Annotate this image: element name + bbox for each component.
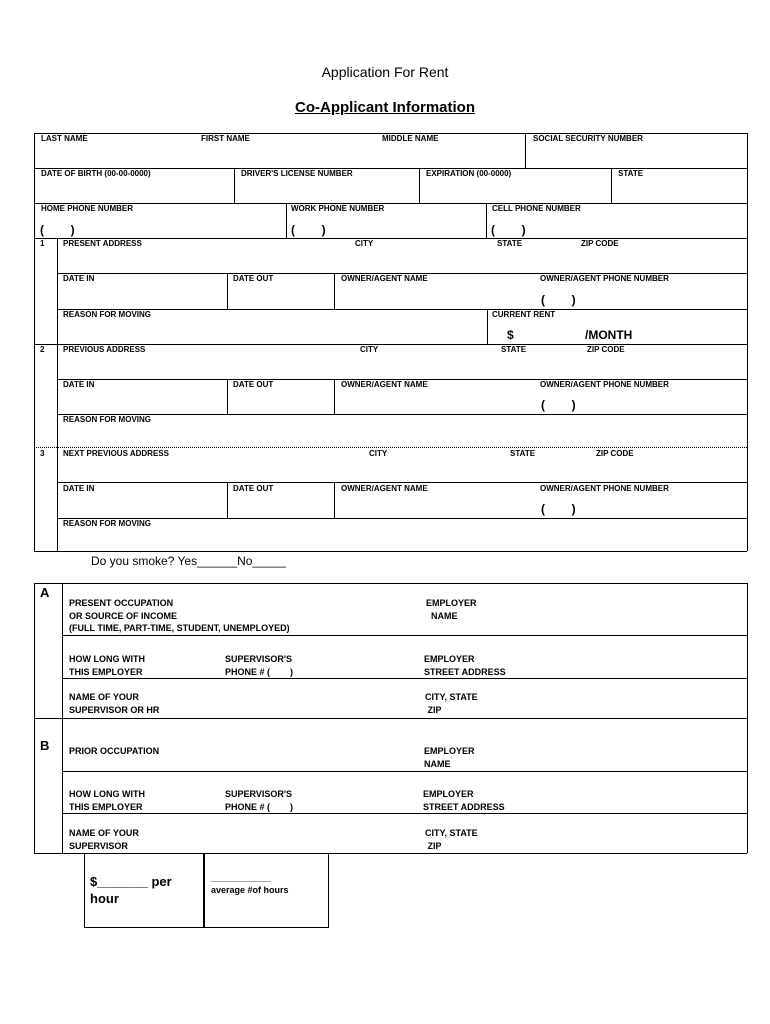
- state-field[interactable]: STATE: [501, 345, 527, 354]
- work-phone-field[interactable]: WORK PHONE NUMBER: [291, 204, 385, 213]
- how-long-field[interactable]: HOW LONG WITH THIS EMPLOYER: [69, 654, 145, 677]
- address-number: 3: [40, 449, 45, 458]
- supervisor-phone-field[interactable]: SUPERVISOR'S PHONE # ( ): [225, 654, 294, 677]
- date-in-field[interactable]: DATE IN: [63, 484, 95, 493]
- present-address-field[interactable]: PRESENT ADDRESS: [63, 239, 142, 248]
- grid-line: [334, 379, 335, 414]
- grid-line: [487, 309, 488, 344]
- average-hours-label: average #of hours: [211, 885, 289, 895]
- grid-line: [525, 133, 526, 168]
- current-rent-field[interactable]: CURRENT RENT: [492, 310, 556, 319]
- form-title: Application For Rent: [321, 64, 449, 80]
- section-b-label: B: [40, 738, 50, 753]
- grid-line: [34, 718, 747, 719]
- area-code-parens: ( ): [541, 398, 576, 412]
- grid-line: [34, 133, 35, 551]
- supervisor-name-field[interactable]: NAME OF YOUR SUPERVISOR OR HR: [69, 692, 160, 715]
- middle-name-field[interactable]: MIDDLE NAME: [382, 134, 439, 143]
- area-code-parens: ( ): [541, 502, 576, 516]
- employer-street-field[interactable]: EMPLOYER STREET ADDRESS: [424, 654, 506, 677]
- employer-name-field[interactable]: EMPLOYER NAME: [426, 598, 477, 621]
- reason-for-moving-field[interactable]: REASON FOR MOVING: [63, 519, 152, 528]
- grid-line: [334, 273, 335, 309]
- owner-name-field[interactable]: OWNER/AGENT NAME: [341, 274, 428, 283]
- date-out-field[interactable]: DATE OUT: [233, 484, 274, 493]
- last-name-field[interactable]: LAST NAME: [41, 134, 88, 143]
- employer-name-field[interactable]: EMPLOYER NAME: [424, 746, 475, 769]
- grid-line: [57, 238, 58, 551]
- cell-phone-field[interactable]: CELL PHONE NUMBER: [492, 204, 581, 213]
- how-long-field[interactable]: HOW LONG WITH THIS EMPLOYER: [69, 789, 145, 812]
- grid-line: [62, 813, 747, 814]
- owner-phone-field[interactable]: OWNER/AGENT PHONE NUMBER: [540, 274, 669, 283]
- grid-line: [334, 482, 335, 518]
- area-code-parens: ( ): [40, 223, 75, 237]
- grid-line: [34, 583, 35, 853]
- smoke-question[interactable]: Do you smoke? Yes______No_____: [91, 554, 286, 568]
- grid-line: [419, 168, 420, 203]
- license-field[interactable]: DRIVER'S LICENSE NUMBER: [241, 169, 353, 178]
- city-state-zip-field[interactable]: CITY, STATE ZIP: [425, 692, 478, 715]
- grid-line: [486, 203, 487, 238]
- supervisor-name-field[interactable]: NAME OF YOUR SUPERVISOR: [69, 828, 139, 851]
- owner-phone-field[interactable]: OWNER/AGENT PHONE NUMBER: [540, 380, 669, 389]
- city-state-zip-field[interactable]: CITY, STATE ZIP: [425, 828, 478, 851]
- dob-field[interactable]: DATE OF BIRTH (00-00-0000): [41, 169, 151, 178]
- area-code-parens: ( ): [291, 223, 326, 237]
- city-field[interactable]: CITY: [355, 239, 374, 248]
- expiration-field[interactable]: EXPIRATION (00-0000): [426, 169, 512, 178]
- reason-for-moving-field[interactable]: REASON FOR MOVING: [63, 415, 152, 424]
- zip-field[interactable]: ZIP CODE: [587, 345, 625, 354]
- section-title: Co-Applicant Information: [295, 99, 475, 116]
- rent-per-month: /MONTH: [585, 328, 633, 342]
- prior-occupation-field[interactable]: PRIOR OCCUPATION: [69, 746, 160, 756]
- grid-line: [62, 771, 747, 772]
- home-phone-field[interactable]: HOME PHONE NUMBER: [41, 204, 134, 213]
- ssn-field[interactable]: SOCIAL SECURITY NUMBER: [533, 134, 643, 143]
- section-a-label: A: [40, 585, 50, 600]
- grid-line: [57, 309, 747, 310]
- supervisor-phone-field[interactable]: SUPERVISOR'S PHONE # ( ): [225, 789, 294, 812]
- grid-line: [34, 203, 747, 204]
- wage-per-hour-label: $_______ per hour: [90, 874, 172, 906]
- zip-field[interactable]: ZIP CODE: [581, 239, 619, 248]
- zip-field[interactable]: ZIP CODE: [596, 449, 634, 458]
- state-field[interactable]: STATE: [510, 449, 536, 458]
- city-field[interactable]: CITY: [369, 449, 388, 458]
- grid-line: [227, 379, 228, 414]
- grid-line: [34, 447, 747, 448]
- date-in-field[interactable]: DATE IN: [63, 380, 95, 389]
- address-number: 1: [40, 239, 45, 248]
- grid-line: [611, 168, 612, 203]
- grid-line: [57, 518, 747, 519]
- city-field[interactable]: CITY: [360, 345, 379, 354]
- area-code-parens: ( ): [491, 223, 526, 237]
- grid-line: [62, 678, 747, 679]
- grid-line: [57, 482, 747, 483]
- owner-name-field[interactable]: OWNER/AGENT NAME: [341, 380, 428, 389]
- grid-line: [227, 482, 228, 518]
- date-out-field[interactable]: DATE OUT: [233, 274, 274, 283]
- address-number: 2: [40, 345, 45, 354]
- area-code-parens: ( ): [541, 293, 576, 307]
- state-field[interactable]: STATE: [618, 169, 644, 178]
- grid-line: [34, 583, 747, 584]
- grid-line: [747, 583, 748, 853]
- owner-name-field[interactable]: OWNER/AGENT NAME: [341, 484, 428, 493]
- previous-address-field[interactable]: PREVIOUS ADDRESS: [63, 345, 146, 354]
- present-occupation-field[interactable]: PRESENT OCCUPATION OR SOURCE OF INCOME (FULL TIME, PART-TIME, STUDENT, UNEMPLOYED): [69, 598, 290, 633]
- reason-for-moving-field[interactable]: REASON FOR MOVING: [63, 310, 152, 319]
- grid-line: [57, 414, 747, 415]
- grid-line: [34, 551, 747, 552]
- owner-phone-field[interactable]: OWNER/AGENT PHONE NUMBER: [540, 484, 669, 493]
- employer-street-field[interactable]: EMPLOYER STREET ADDRESS: [423, 789, 505, 812]
- grid-line: [227, 273, 228, 309]
- grid-line: [62, 635, 747, 636]
- grid-line: [747, 133, 748, 551]
- state-field[interactable]: STATE: [497, 239, 523, 248]
- rent-dollar: $: [507, 328, 514, 342]
- date-out-field[interactable]: DATE OUT: [233, 380, 274, 389]
- hours-line: ____________: [211, 873, 272, 883]
- grid-line: [62, 583, 63, 853]
- date-in-field[interactable]: DATE IN: [63, 274, 95, 283]
- grid-line: [286, 203, 287, 238]
- first-name-field[interactable]: FIRST NAME: [201, 134, 250, 143]
- next-previous-address-field[interactable]: NEXT PREVIOUS ADDRESS: [63, 449, 169, 458]
- grid-line: [234, 168, 235, 203]
